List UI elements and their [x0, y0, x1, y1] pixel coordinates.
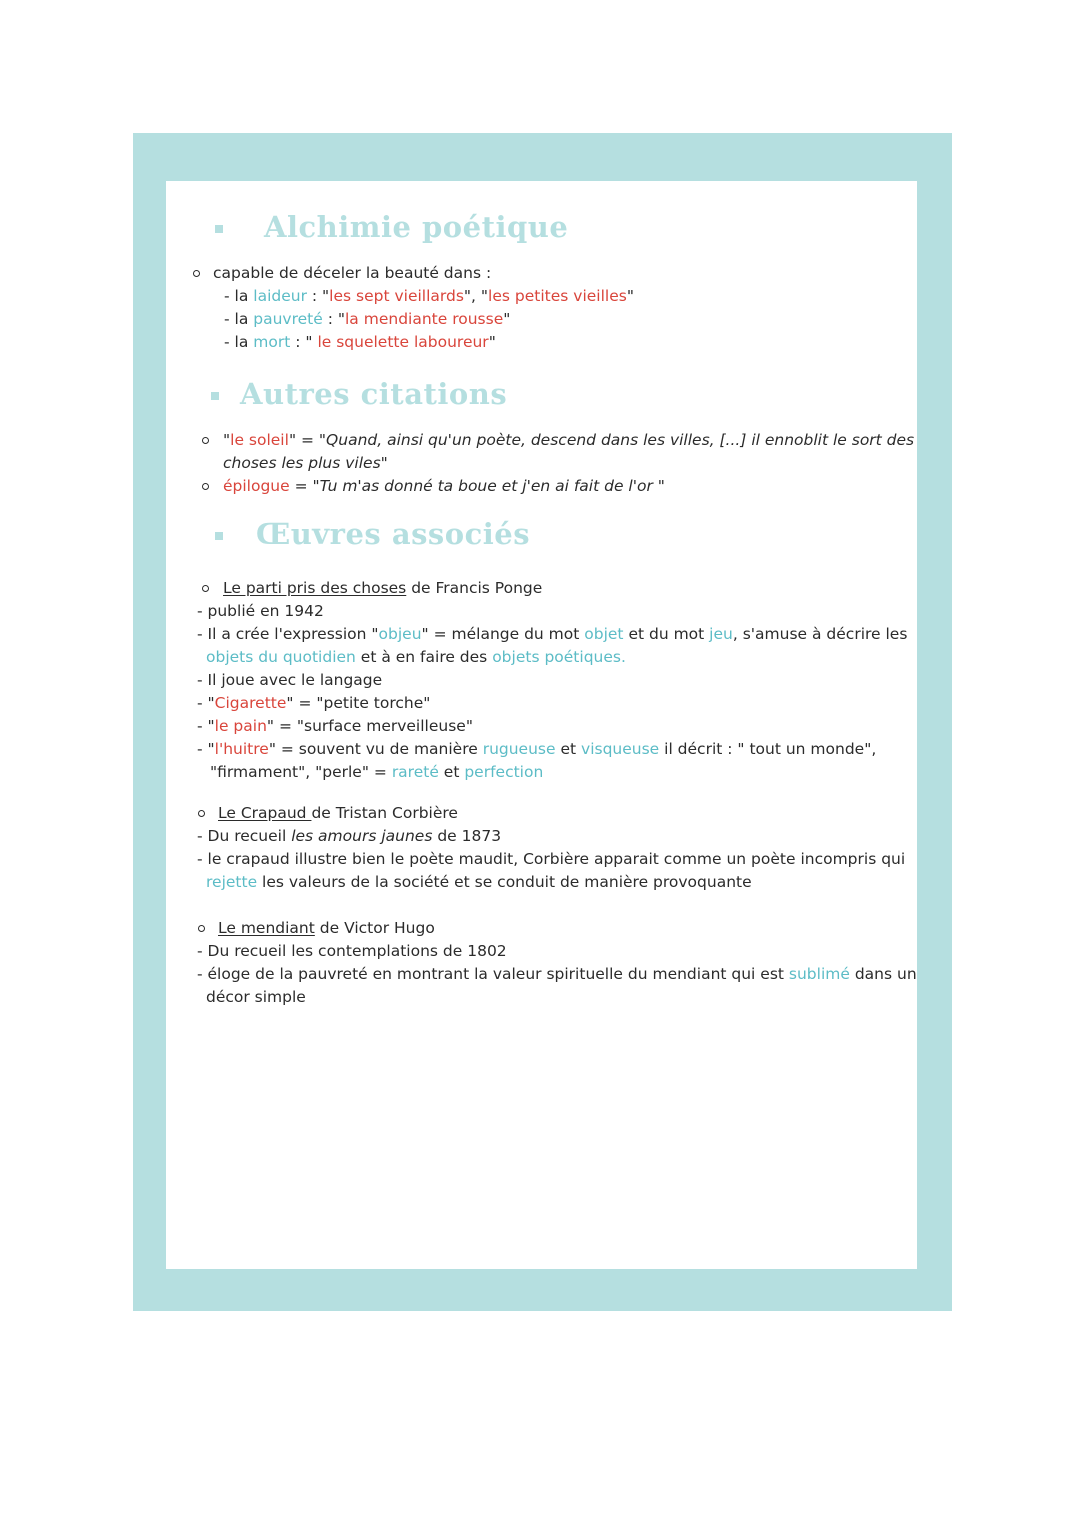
heading-bullet-icon: [215, 225, 223, 233]
ponge-line-4: - "Cigarette" = "petite torche": [197, 694, 431, 712]
ponge-line-6: - "l'huitre" = souvent vu de manière rugueuse et visqueuse il décrit : " tout un monde",: [197, 740, 877, 758]
citation-soleil-cont: choses les plus viles": [223, 454, 388, 472]
mendiant-line-2-cont: décor simple: [206, 988, 306, 1006]
alchimie-line-pauvrete: - la pauvreté : "la mendiante rousse": [224, 310, 511, 328]
ponge-line-6-cont: "firmament", "perle" = rareté et perfection: [210, 763, 544, 781]
crapaud-line-1: - Du recueil les amours jaunes de 1873: [197, 827, 502, 845]
ponge-line-2-cont: objets du quotidien et à en faire des objets poétiques.: [206, 648, 626, 666]
circle-bullet-icon: [202, 437, 209, 444]
crapaud-line-2: - le crapaud illustre bien le poète maudit, Corbière apparait comme un poète incompris qui: [197, 850, 906, 868]
ponge-line-3: - Il joue avec le langage: [197, 671, 383, 689]
ponge-line-5: - "le pain" = "surface merveilleuse": [197, 717, 473, 735]
heading-oeuvres: Œuvres associés: [256, 517, 531, 551]
alchimie-line-mort: - la mort : " le squelette laboureur": [224, 333, 496, 351]
circle-bullet-icon: [193, 270, 200, 277]
circle-bullet-icon: [198, 810, 205, 817]
circle-bullet-icon: [202, 483, 209, 490]
ponge-line-2: - Il a crée l'expression "objeu" = mélange du mot objet et du mot jeu, s'amuse à décrire les: [197, 625, 908, 643]
heading-autres-citations: Autres citations: [240, 377, 508, 411]
alchimie-line-laideur: - la laideur : "les sept vieillards", "les petites vieilles": [224, 287, 634, 305]
mendiant-line-2: - éloge de la pauvreté en montrant la valeur spirituelle du mendiant qui est sublimé dans un: [197, 965, 917, 983]
heading-bullet-icon: [215, 532, 223, 540]
citation-soleil: "le soleil" = "Quand, ainsi qu'un poète, descend dans les villes, [...] il ennoblit le sort des: [223, 431, 915, 449]
heading-alchimie: Alchimie poétique: [264, 210, 569, 244]
ponge-line-1: - publié en 1942: [197, 602, 324, 620]
heading-bullet-icon: [211, 392, 219, 400]
alchimie-intro: capable de déceler la beauté dans :: [213, 264, 492, 282]
circle-bullet-icon: [202, 585, 209, 592]
crapaud-line-2-cont: rejette les valeurs de la société et se conduit de manière provoquante: [206, 873, 752, 891]
oeuvre-crapaud-title: Le Crapaud de Tristan Corbière: [218, 804, 458, 822]
citation-epilogue: épilogue = "Tu m'as donné ta boue et j'en ai fait de l'or ": [223, 477, 665, 495]
oeuvre-ponge-title: Le parti pris des choses de Francis Ponge: [223, 579, 543, 597]
mendiant-line-1: - Du recueil les contemplations de 1802: [197, 942, 507, 960]
circle-bullet-icon: [198, 925, 205, 932]
oeuvre-mendiant-title: Le mendiant de Victor Hugo: [218, 919, 435, 937]
